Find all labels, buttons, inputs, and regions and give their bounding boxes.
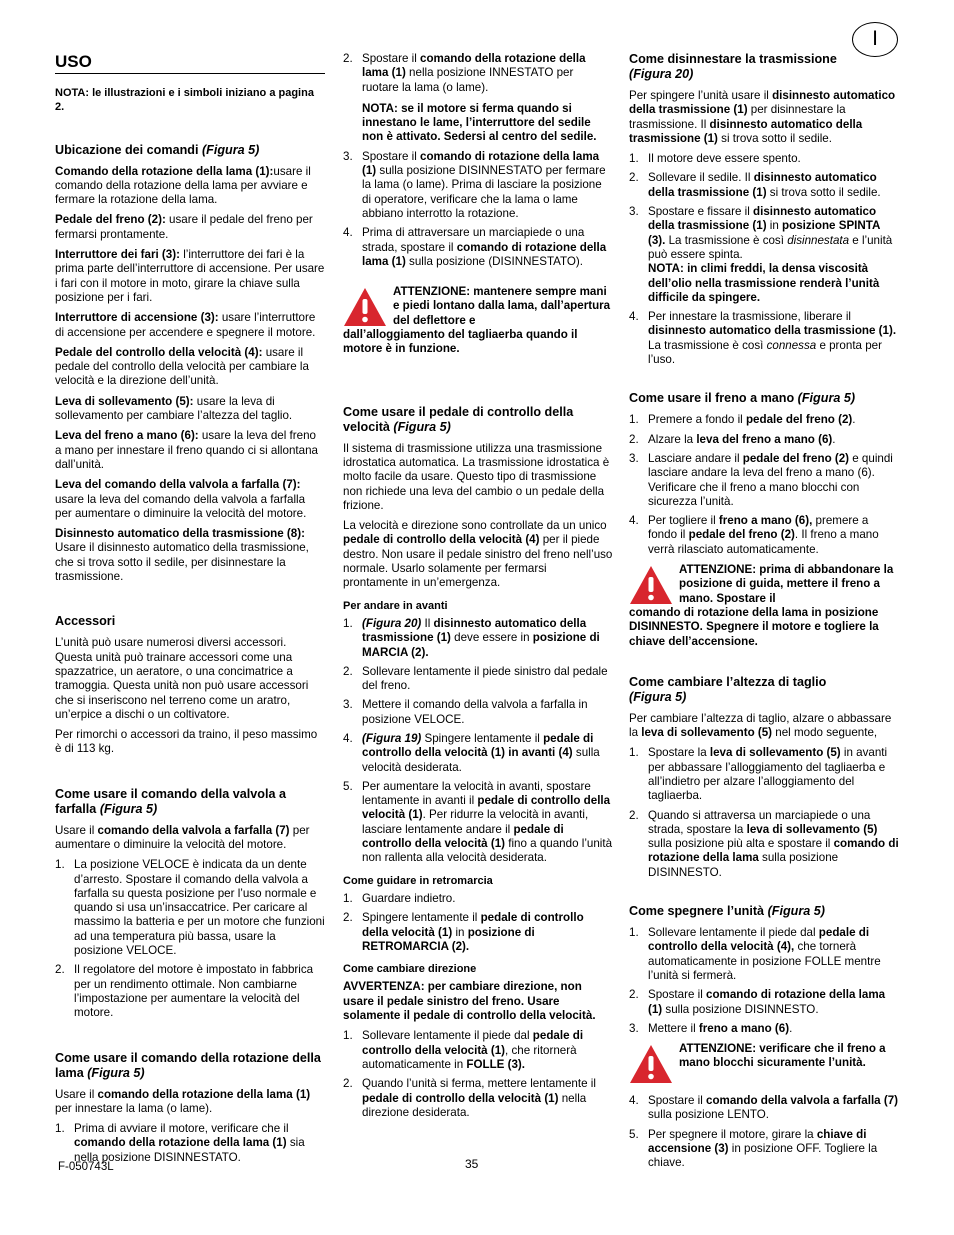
list-item: 2. Quando l’unità si ferma, mettere lentamente il pedale di controllo della velocità (1) nella direzione desiderata. — [343, 1077, 596, 1119]
altezza-steps — [629, 746, 899, 880]
page-number: 35 — [465, 1157, 479, 1171]
subheading-avanti: Per andare in avanti — [343, 599, 448, 612]
control-item: Pedale del controllo della velocità (4): usare il pedale del controllo della velocità per cambiare la velocità e la direzione dell’unità. — [55, 345, 309, 388]
nota-illustrazioni: NOTA: le illustrazioni e i simboli iniziano a pagina 2. — [55, 87, 314, 114]
paragraph: Usare il comando della valvola a farfalla (7) per aumentare o diminuire la velocità del motore. — [55, 823, 310, 851]
list-item: 4. Prima di attraversare un marciapiede o una strada, spostare il comando di rotazione della lama (1) sulla posizione (DISINNESTATO). — [343, 226, 607, 268]
list-item: 2. Spostare il comando di rotazione della lama (1) sulla posizione DISINNESTO. — [629, 988, 886, 1016]
list-item: 4. Per innestare la trasmissione, liberare il disinnesto automatico della trasmissione (1). La trasmissione è così connessa e pronta per l’uso. — [629, 310, 897, 367]
avvertenza: AVVERTENZA: per cambiare direzione, non usare il pedale sinistro del freno. Usare solamente il pedale di controllo della velocità. — [343, 980, 596, 1023]
paragraph: Per cambiare l’altezza di taglio, alzare o abbassare la leva di sollevamento (5) nel modo seguente, — [629, 711, 892, 740]
list-item: 1. Guardare indietro. — [343, 891, 456, 905]
control-item: Leva di sollevamento (5): usare la leva di sollevamento per cambiare l’altezza del taglio. — [55, 394, 293, 423]
subheading-retromarcia: Come guidare in retromarcia — [343, 874, 493, 887]
freno-steps — [629, 413, 899, 557]
list-item: 1. Il motore deve essere spento. — [629, 152, 801, 166]
warning-block: ATTENZIONE: verificare che il freno a mano blocchi sicuramente l’unità. — [629, 1042, 899, 1086]
heading-freno-mano: Come usare il freno a mano (Figura 5) — [629, 391, 856, 406]
avanti-steps — [343, 617, 613, 866]
paragraph: L’unità può usare numerosi diversi accessori. Questa unità può trainare accessori come una spazzatrice, un aeratore, o una concimatrice a tramoggia. Questa unità non può usare accessori che si inseriscono nel terreno come un aratro, un’erpice a dischi o un coltivatore. — [55, 636, 309, 721]
heading-ubicazione: Ubicazione dei comandi (Figura 5) — [55, 142, 260, 157]
heading-accessori: Accessori — [55, 614, 116, 629]
retro-steps — [343, 892, 613, 954]
nota-sedile: NOTA: se il motore si ferma quando si innestano le lame, l’interruttore del sedile non è attivato. Sedersi al centro del sedile. — [362, 101, 597, 144]
list-item: 5. Per aumentare la velocità in avanti, spostare lentamente in avanti il pedale di controllo della velocità (1). Per ridurre la velocità in avanti, lasciare lentamente andare il pedale di controllo della velocità (1) fino a quando l’unità non rallenta alla velocità desiderata. — [343, 779, 613, 865]
warning-block: ATTENZIONE: prima di abbandonare la posizione di guida, mettere il freno a mano. Spostare il comando di rotazione della lama in posizione DISINNESTO. Spegnere il motore e togliere la chiave dell’accensione. — [629, 563, 894, 648]
warning-block: ATTENZIONE: mantenere sempre mani e piedi lontano dalla lama, dall’apertura del deflettore e dall’alloggiamento del tagliaerba quando il motore è in funzione. — [343, 285, 611, 356]
list-item: 4. (Figura 19) Spingere lentamente il pedale di controllo della velocità (1) in avanti (4) sulla velocità desiderata. — [343, 731, 600, 774]
list-item: 1. Premere a fondo il pedale del freno (2). — [629, 413, 856, 427]
subheading-direzione: Come cambiare direzione — [343, 963, 477, 976]
direzione-steps — [343, 1029, 613, 1120]
section-title-uso: USO — [55, 52, 325, 74]
heading-spegnere: Come spegnere l’unità (Figura 5) — [629, 904, 825, 919]
list-item: 3. Mettere il freno a mano (6). — [629, 1021, 793, 1035]
control-item: Leva del freno a mano (6): usare la leva del freno a mano per innestare il freno quando ci si allontana dall’unità. — [55, 429, 318, 471]
spegnere-steps — [629, 926, 899, 1036]
list-item: 2. Sollevare lentamente il piede sinistro dal pedale del freno. — [343, 664, 608, 693]
column-2 — [343, 52, 613, 1126]
warning-icon — [343, 287, 387, 327]
list-item: 3. Mettere il comando della valvola a farfalla in posizione VELOCE. — [343, 698, 588, 726]
paragraph: Il sistema di trasmissione utilizza una trasmissione idrostatica automatica. La trasmissione idrostatica è molto facile da usare. Questo tipo di trasmissione non richiede una leva del cambio o un pedale della frizione. — [343, 441, 610, 512]
heading-altezza: Come cambiare l’altezza di taglio (Figura 5) — [629, 674, 827, 704]
list-item: 2. Spingere lentamente il pedale di controllo della velocità (1) in posizione di RETROMARCIA (2). — [343, 911, 584, 953]
paragraph: La velocità e direzione sono controllate da un unico pedale di controllo della velocità (4) per il piede destro. Non usare il pedale sinistro del freno nell’uso normale. Usarlo solamente per fermarsi prontamente in un’emergenza. — [343, 519, 613, 590]
heading-disinnestare: Come disinnestare la trasmissione (Figura 20) — [629, 52, 837, 81]
paragraph: Per spingere l’unità usare il disinnesto automatico della trasmissione (1) per disinnestare la trasmissione. Il disinnesto automatico della trasmissione (1) si trova sotto il sedile. — [629, 89, 896, 145]
list-item: 4. Per togliere il freno a mano (6), premere a fondo il pedale del freno (2). Il freno a mano verrà rilasciato automaticamente. — [629, 514, 879, 556]
list-item: 2. Spostare il comando della rotazione della lama (1) nella posizione INNESTATO per ruotare la lama (o lame). NOTA: se il motore si ferma quando si innestano le lame, l’interruttore del sedile non è attivato. Sedersi al centro del sedile. — [343, 52, 597, 144]
paragraph: Usare il comando della rotazione della lama (1) per innestare la lama (o lame). — [55, 1087, 311, 1115]
list-item: 1. Sollevare lentamente il piede dal pedale di controllo della velocità (4), che tornerà automaticamente in posizione FOLLE mentre l’unità si fermerà. — [629, 926, 881, 982]
language-badge: I — [852, 22, 898, 57]
list-item: 5. Per spegnere il motore, girare la chiave di accensione (3) in posizione OFF. Togliere la chiave. — [629, 1127, 878, 1170]
column-1 — [55, 52, 325, 1171]
control-item: Interruttore di accensione (3): usare l’interruttore di accensione per accendere e spegnere il motore. — [55, 311, 316, 339]
list-item: 1. Prima di avviare il motore, verificare che il comando della rotazione della lama (1) sia nella posizione DISINNESTATO. — [55, 1122, 305, 1164]
heading-valvola: Come usare il comando della valvola a farfalla (Figura 5) — [55, 786, 286, 816]
list-item: 1. Spostare la leva di sollevamento (5) in avanti per abbassare l’alloggiamento del tagliaerba e all’indietro per alzare l’alloggiamento del tagliaerba. — [629, 746, 888, 803]
disinnesto-steps — [629, 152, 899, 367]
rotazione-steps — [55, 1122, 325, 1165]
list-item: 3. Spostare e fissare il disinnesto automatico della trasmissione (1) in posizione SPINTA (3). La trasmissione è così disinnestata e l’unità può essere spinta. NOTA: in climi freddi, la densa viscosità dell’olio nella trasmissione renderà l’unità difficile da spingere. — [629, 205, 893, 304]
list-item: 1. Sollevare lentamente il piede dal pedale di controllo della velocità (1), che ritornerà automaticamente in FOLLE (3). — [343, 1029, 584, 1071]
document-code: F-050743L — [58, 1161, 114, 1173]
list-item: 2. Quando si attraversa un marciapiede o una strada, spostare la leva di sollevamento (5) sulla posizione più alta e spostare il comando di rotazione della lama sulla posizione DISINNESTO. — [629, 808, 899, 879]
list-item: 1. (Figura 20) Il disinnesto automatico della trasmissione (1) deve essere in posizione di MARCIA (2). — [343, 616, 600, 659]
control-item: Comando della rotazione della lama (1):usare il comando della rotazione della lama per avviare e fermare la rotazione della lama. — [55, 164, 311, 207]
list-item: 4. Spostare il comando della valvola a farfalla (7) sulla posizione LENTO. — [629, 1094, 899, 1122]
rotazione-steps-cont — [343, 52, 613, 269]
heading-rotazione: Come usare il comando della rotazione della lama (Figura 5) — [55, 1050, 321, 1080]
list-item: 2. Alzare la leva del freno a mano (6). — [629, 432, 836, 446]
list-item: 3. Spostare il comando di rotazione della lama (1) sulla posizione DISINNESTATO per fermare la lama (o lame). Prima di lasciare la posizione di operatore, verificare che la lama o lame abbiano interrotto la rotazione. — [343, 149, 606, 220]
heading-pedale: Come usare il pedale di controllo della velocità (Figura 5) — [343, 404, 574, 434]
control-item: Interruttore dei fari (3): l’interruttore dei fari è la prima parte dell’interruttore di accensione. Per usare i fari con il motore in moto, girare la chiave sulla posizione per i fari. — [55, 248, 325, 304]
control-list — [55, 165, 325, 585]
list-item: 2. Sollevare il sedile. Il disinnesto automatico della trasmissione (1) si trova sotto il sedile. — [629, 171, 881, 199]
spegnere-steps-cont — [629, 1094, 899, 1170]
paragraph: Per rimorchi o accessori da traino, il peso massimo è di 113 kg. — [55, 728, 318, 756]
control-item: Disinnesto automatico della trasmissione (8): Usare il disinnesto automatico della trasmissione, che si trova sotto il sedile, per disinnestare la trasmissione. — [55, 527, 309, 584]
control-item: Leva del comando della valvola a farfalla (7): usare la leva del comando della valvola a farfalla per aumentare o diminuire la velocità del motore. — [55, 478, 307, 520]
warning-icon — [629, 1044, 673, 1084]
control-item: Pedale del freno (2): usare il pedale del freno per fermarsi prontamente. — [55, 213, 313, 241]
valvola-steps — [55, 858, 325, 1020]
column-3 — [629, 52, 899, 1177]
list-item: 2. Il regolatore del motore è impostato in fabbrica per un rendimento ottimale. Non cambiarne l’impostazione per aumentare la velocità del motore. — [55, 963, 314, 1020]
warning-icon — [629, 565, 673, 605]
list-item: 3. Lasciare andare il pedale del freno (2) e quindi lasciare andare la leva del freno a mano (6). Verificare che il freno a mano blocchi con sicurezza l’unità. — [629, 451, 893, 508]
list-item: 1. La posizione VELOCE è indicata da un dente d’arresto. Spostare il comando della valvola a farfalla su questa posizione per l’uso normale e quando si usa un’insaccatrice. Per caricare al massimo la batteria e per un motore che funzioni ad una temperatura più bassa, usare la posizione VELOCE. — [55, 858, 325, 958]
